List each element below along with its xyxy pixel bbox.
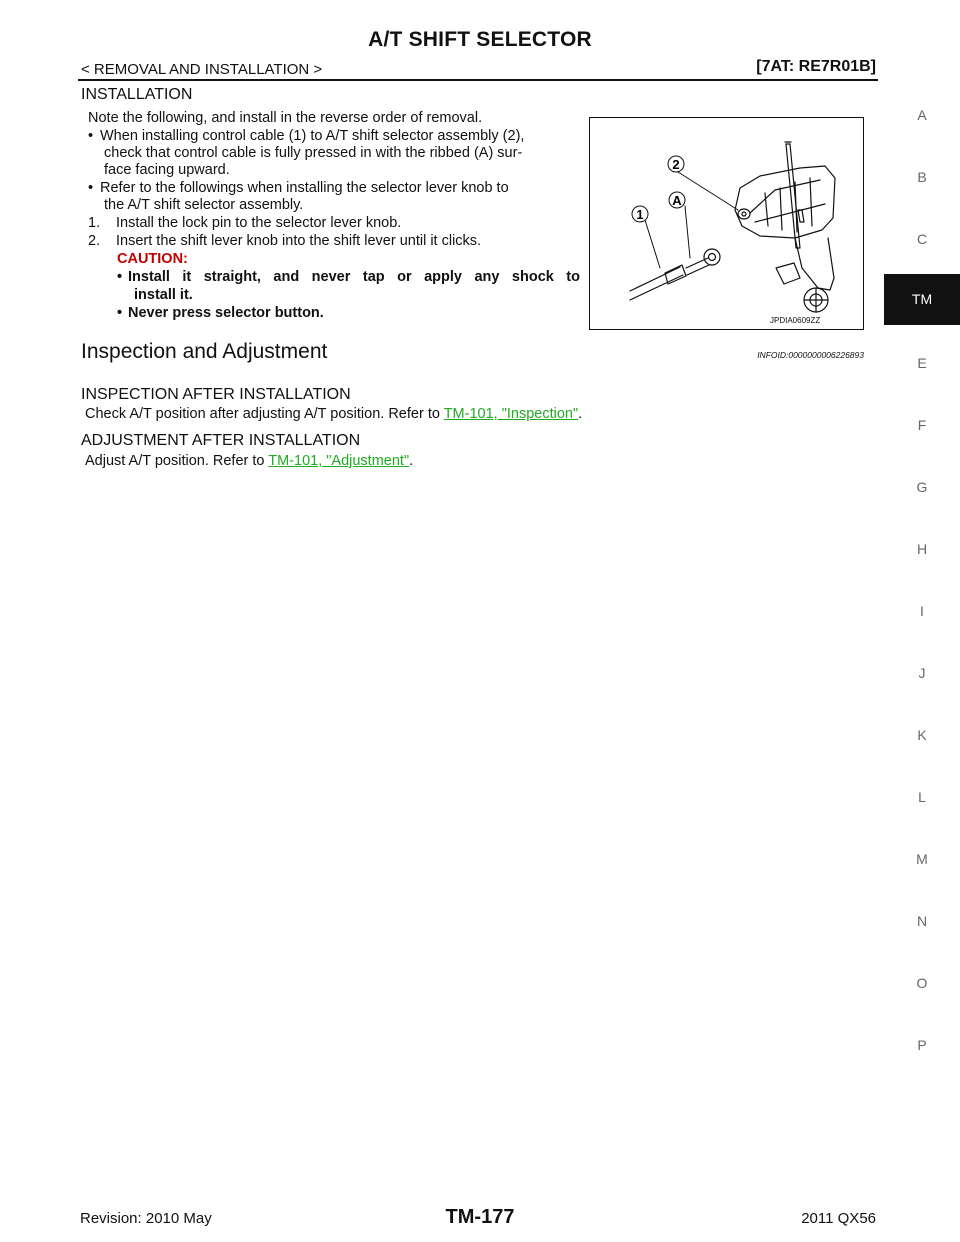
tab-l[interactable]: L <box>918 789 926 805</box>
inspection-period: . <box>578 406 583 422</box>
step2-text: Insert the shift lever knob into the shift lever until it clicks. <box>116 233 482 249</box>
revision-date: Revision: 2010 May <box>80 1210 212 1227</box>
adjustment-sub-heading: ADJUSTMENT AFTER INSTALLATION <box>81 432 361 449</box>
tab-o[interactable]: O <box>916 975 928 991</box>
bullet-dot-icon: • <box>88 128 94 144</box>
tab-n[interactable]: N <box>916 913 928 929</box>
page-number: TM-177 <box>445 1206 515 1228</box>
bullet-dot-icon: • <box>117 305 123 321</box>
installation-intro: Note the following, and install in the reverse order of removal. <box>88 110 483 126</box>
vehicle-model: 2011 QX56 <box>801 1210 876 1227</box>
tab-g[interactable]: G <box>916 479 928 495</box>
inspection-sub-sentence: Check A/T position after adjusting A/T position. Refer to <box>85 406 440 422</box>
tab-e[interactable]: E <box>917 355 927 371</box>
adjustment-link[interactable]: TM-101, "Adjustment" <box>268 453 410 469</box>
header-rule <box>78 79 878 81</box>
installation-heading: INSTALLATION <box>81 86 193 103</box>
tab-m[interactable]: M <box>916 851 928 867</box>
figure-label-a: A <box>672 193 682 208</box>
inspection-heading: Inspection and Adjustment <box>81 340 328 363</box>
breadcrumb: < REMOVAL AND INSTALLATION > <box>81 61 323 78</box>
tab-tm[interactable]: TM <box>884 274 960 325</box>
adjustment-period: . <box>409 453 414 469</box>
figure-label-2: 2 <box>672 157 680 172</box>
section-tabs <box>884 0 960 1242</box>
info-id: INFOID:0000000006226893 <box>757 350 864 360</box>
caution-label: CAUTION: <box>117 251 188 267</box>
bullet2-line1: Refer to the followings when installing the selector lever knob to <box>100 180 509 196</box>
adjustment-sub-text <box>85 453 413 470</box>
bullet-dot-icon: • <box>88 180 94 196</box>
bullet1-line1: When installing control cable (1) to A/T shift selector assembly (2), <box>100 128 525 144</box>
shift-selector-figure <box>589 117 864 330</box>
tab-p[interactable]: P <box>917 1037 927 1053</box>
step1-number: 1. <box>88 215 101 231</box>
caution2-text: Never press selector button. <box>128 305 324 321</box>
adjustment-sub-sentence: Adjust A/T position. Refer to <box>85 453 265 469</box>
step1-text: Install the lock pin to the selector lever knob. <box>116 215 402 231</box>
caution1-line1: Install it straight, and never tap or apply any shock to <box>128 269 580 285</box>
tab-i[interactable]: I <box>920 603 924 619</box>
caution1-line2: install it. <box>134 287 193 303</box>
figure-caption: JPDIA0609ZZ <box>770 316 821 325</box>
tab-f[interactable]: F <box>917 417 927 433</box>
inspection-link[interactable]: TM-101, "Inspection" <box>443 406 579 422</box>
tab-c[interactable]: C <box>916 231 928 247</box>
tab-j[interactable]: J <box>918 665 926 681</box>
tab-h[interactable]: H <box>916 541 928 557</box>
bullet2-line2: the A/T shift selector assembly. <box>104 197 304 213</box>
inspection-sub-text <box>85 406 582 423</box>
page-title: A/T SHIFT SELECTOR <box>368 28 592 51</box>
model-code: [7AT: RE7R01B] <box>756 58 876 75</box>
bullet1-line3: face facing upward. <box>104 162 230 178</box>
inspection-sub-heading: INSPECTION AFTER INSTALLATION <box>81 386 351 403</box>
tab-k[interactable]: K <box>917 727 927 743</box>
figure-label-1: 1 <box>636 207 644 222</box>
bullet-dot-icon: • <box>117 269 123 285</box>
tab-b[interactable]: B <box>917 169 927 185</box>
tab-a[interactable]: A <box>917 107 927 123</box>
bullet1-line2: check that control cable is fully pressed in with the ribbed (A) sur- <box>104 145 523 161</box>
step2-number: 2. <box>88 233 101 249</box>
shift-selector-illustration <box>590 118 862 328</box>
